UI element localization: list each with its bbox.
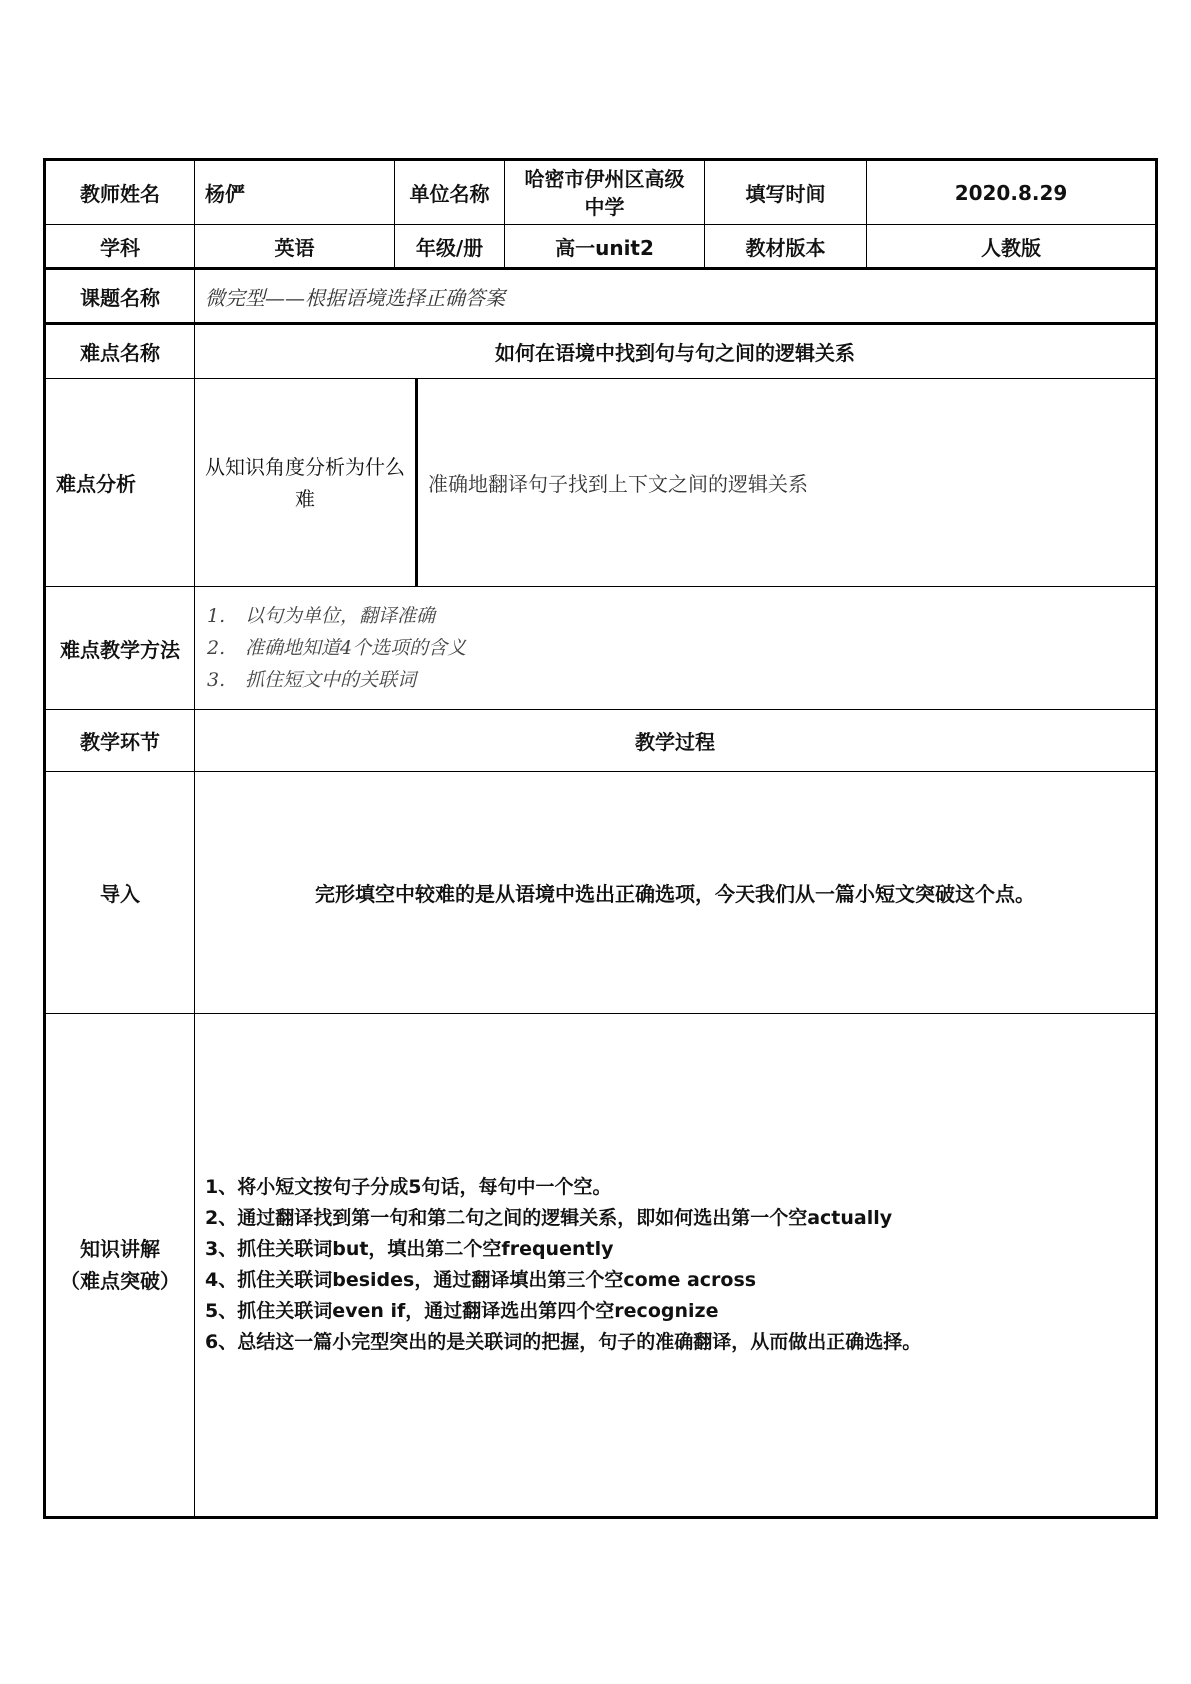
knowledge-item: 6、总结这一篇小完型突出的是关联词的把握，句子的准确翻译，从而做出正确选择。	[205, 1331, 922, 1353]
topic-row	[45, 269, 1157, 324]
difficulty-value: 如何在语境中找到句与句之间的逻辑关系	[195, 324, 1157, 379]
knowledge-item: 1、将小短文按句子分成5句话，每句中一个空。	[205, 1176, 612, 1198]
methods-cell	[195, 587, 1157, 710]
difficulty-label: 难点名称	[45, 324, 195, 379]
info-row-2	[45, 225, 1157, 269]
intro-value: 完形填空中较难的是从语境中选出正确选项，今天我们从一篇小短文突破这个点。	[195, 772, 1157, 1014]
knowledge-cell	[195, 1014, 1157, 1518]
topic-label: 课题名称	[45, 269, 195, 324]
knowledge-item: 5、抓住关联词even if，通过翻译选出第四个空recognize	[205, 1300, 719, 1322]
method-item: 3. 抓住短文中的关联词	[207, 669, 417, 691]
analysis-label: 难点分析	[45, 379, 195, 587]
grade-label: 年级/册	[395, 225, 505, 269]
intro-label: 导入	[45, 772, 195, 1014]
knowledge-item: 4、抓住关联词besides，通过翻译填出第三个空come across	[205, 1269, 757, 1291]
knowledge-item: 2、通过翻译找到第一句和第二句之间的逻辑关系，即如何选出第一个空actually	[205, 1207, 893, 1229]
info-row-1	[45, 160, 1157, 225]
methods-row	[45, 587, 1157, 710]
knowledge-list	[205, 1172, 1145, 1358]
method-item: 2. 准确地知道4个选项的含义	[207, 637, 467, 659]
process-header-row	[45, 710, 1157, 772]
date-label: 填写时间	[705, 160, 867, 225]
analysis-sub-label: 从知识角度分析为什么难	[195, 379, 418, 586]
knowledge-label	[45, 1014, 195, 1518]
difficulty-row	[45, 324, 1157, 379]
methods-list	[205, 600, 1145, 696]
topic-value: 微完型——根据语境选择正确答案	[195, 269, 1157, 324]
knowledge-label-line1: 知识讲解	[80, 1237, 160, 1261]
grade-value: 高一unit2	[505, 225, 705, 269]
process-stage-label: 教学环节	[45, 710, 195, 772]
analysis-row	[45, 379, 1157, 587]
knowledge-label-line2: （难点突破）	[60, 1269, 180, 1293]
subject-label: 学科	[45, 225, 195, 269]
lesson-plan-table	[43, 158, 1158, 1519]
date-value: 2020.8.29	[867, 160, 1157, 225]
knowledge-row	[45, 1014, 1157, 1518]
process-label: 教学过程	[195, 710, 1157, 772]
methods-label: 难点教学方法	[45, 587, 195, 710]
analysis-cell	[195, 379, 1157, 587]
teacher-value: 杨俨	[195, 160, 395, 225]
teacher-label: 教师姓名	[45, 160, 195, 225]
knowledge-item: 3、抓住关联词but，填出第二个空frequently	[205, 1238, 614, 1260]
unit-label: 单位名称	[395, 160, 505, 225]
method-item: 1. 以句为单位，翻译准确	[207, 605, 436, 627]
subject-value: 英语	[195, 225, 395, 269]
analysis-value: 准确地翻译句子找到上下文之间的逻辑关系	[428, 472, 808, 496]
intro-row	[45, 772, 1157, 1014]
unit-value: 哈密市伊州区高级中学	[505, 160, 705, 225]
edition-value: 人教版	[867, 225, 1157, 269]
edition-label: 教材版本	[705, 225, 867, 269]
